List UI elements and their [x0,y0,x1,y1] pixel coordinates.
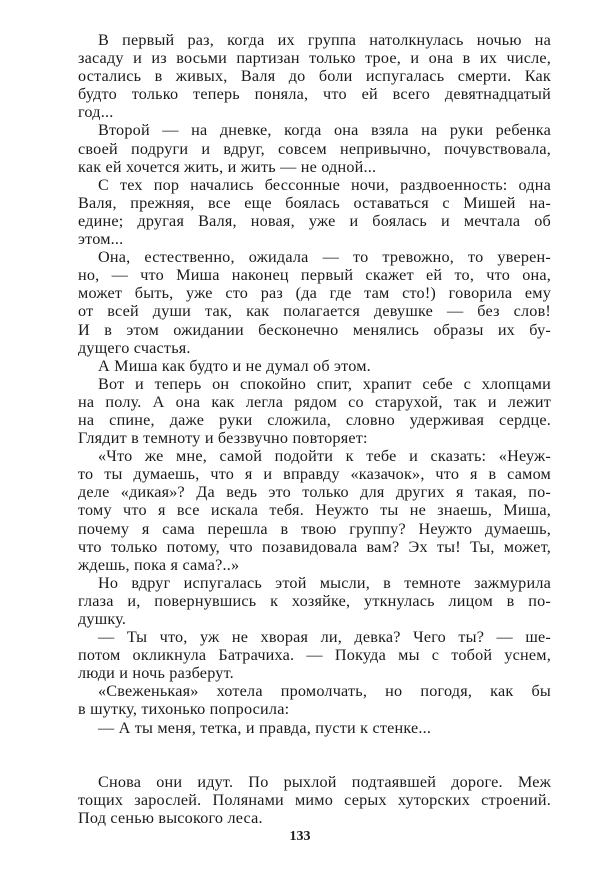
text-line: но, — что Миша наконец первый скажет ей то, что она, [78,266,551,285]
text-line: «Свеженькая» хотела промолчать, но погодя, как бы [98,682,551,701]
text-line: своей подруги и вдруг, совсем непривычно, почувствовала, [78,139,551,158]
text-line: едине; другая Валя, новая, уже и боялась и мечтала об [78,211,551,230]
text-line: И в этом ожидании бесконечно менялись образы их бу- [78,320,551,339]
text-line: Снова они идут. По рыхлой подтаявшей дороге. Меж [98,772,551,791]
paragraph [78,574,551,628]
paragraph [78,357,551,375]
paragraph [78,31,551,121]
text-line: дущего счастья. [78,338,191,357]
paragraph [78,682,551,718]
text-line: на спине, даже руки сложила, словно удерживая сердце. [78,410,551,429]
text-line: что только потому, что позавидовала вам? Эх ты! Ты, может, [78,537,551,556]
text-line: Она, естественно, ожидала — то тревожно, то уверен- [98,248,551,267]
section-break [78,737,551,773]
text-line: может быть, уже сто раз (да где там сто!) говорила ему [78,284,551,303]
text-line: деле «дикая»? Да ведь это только для других я такая, по- [78,483,551,502]
text-line: будто только теперь поняла, что ей всего девятнадцатый [78,85,551,104]
paragraph [78,375,551,447]
paragraph [78,176,551,248]
paragraph [78,248,551,357]
paragraph [78,447,551,574]
text-line: — А ты меня, тетка, и правда, пусти к стенке... [98,718,432,737]
text-line: этом... [78,230,124,249]
text-line: Второй — на дневке, когда она взяла на руки ребенка [98,121,551,140]
text-line: глаза и, повернувшись к хозяйке, уткнулась лицом в по- [78,591,551,610]
text-line: потом окликнула Батрачиха. — Покуда мы с тобой уснем, [78,646,551,665]
text-line: Под сенью высокого леса. [78,808,263,827]
text-line: остались в живых, Валя до боли испугалась смерти. Как [78,67,551,86]
paragraph [78,719,551,737]
paragraph [78,121,551,175]
page-number: 133 [289,829,311,844]
paragraph [78,628,551,682]
text-line: Вот и теперь он спокойно спит, храпит себе с хлопцами [98,374,551,393]
text-line: люди и ночь разберут. [78,664,234,683]
text-line: Валя, прежняя, все еще боялась оставаться с Мишей на- [78,193,551,212]
paragraph [78,773,551,827]
text-line: А Миша как будто и не думал об этом. [98,356,371,375]
text-line: как ей хочется жить, и жить — не одной... [78,157,377,176]
text-line: в шутку, тихонько попросила: [78,700,290,719]
text-line: тощих зарослей. Полянами мимо серых хуторских строений. [78,790,551,809]
page-body [78,31,551,827]
text-line: засаду и из восьми партизан только трое, и она в их числе, [78,49,551,68]
text-line: душку. [78,610,127,628]
text-line: почему я сама перешла в твою группу? Неужто думаешь, [78,519,551,538]
text-line: на полу. А она как легла рядом со старухой, так и лежит [78,392,551,411]
text-line: Но вдруг испугалась этой мысли, в темноте зажмурила [98,573,551,592]
text-line: ждешь, пока я сама?..» [78,555,240,574]
text-line: тому что я все искала тебя. Неужто ты не знаешь, Миша, [78,501,551,520]
text-line: то ты думаешь, что я и вправду «казачок», что я в самом [78,465,551,484]
text-line: Глядит в темноту и беззвучно повторяет: [78,429,368,448]
text-line: В первый раз, когда их группа натолкнулась ночью на [98,31,551,49]
text-line: год... [78,103,114,122]
text-line: — Ты что, уж не хворая ли, девка? Чего ты? — ше- [98,628,551,647]
text-line: «Что же мне, самой подойти к тебе и сказать: «Неуж- [98,447,551,466]
text-line: С тех пор начались бессонные ночи, раздвоенность: одна [98,175,551,194]
text-line: от всей души так, как полагается девушке — без слов! [78,302,551,321]
